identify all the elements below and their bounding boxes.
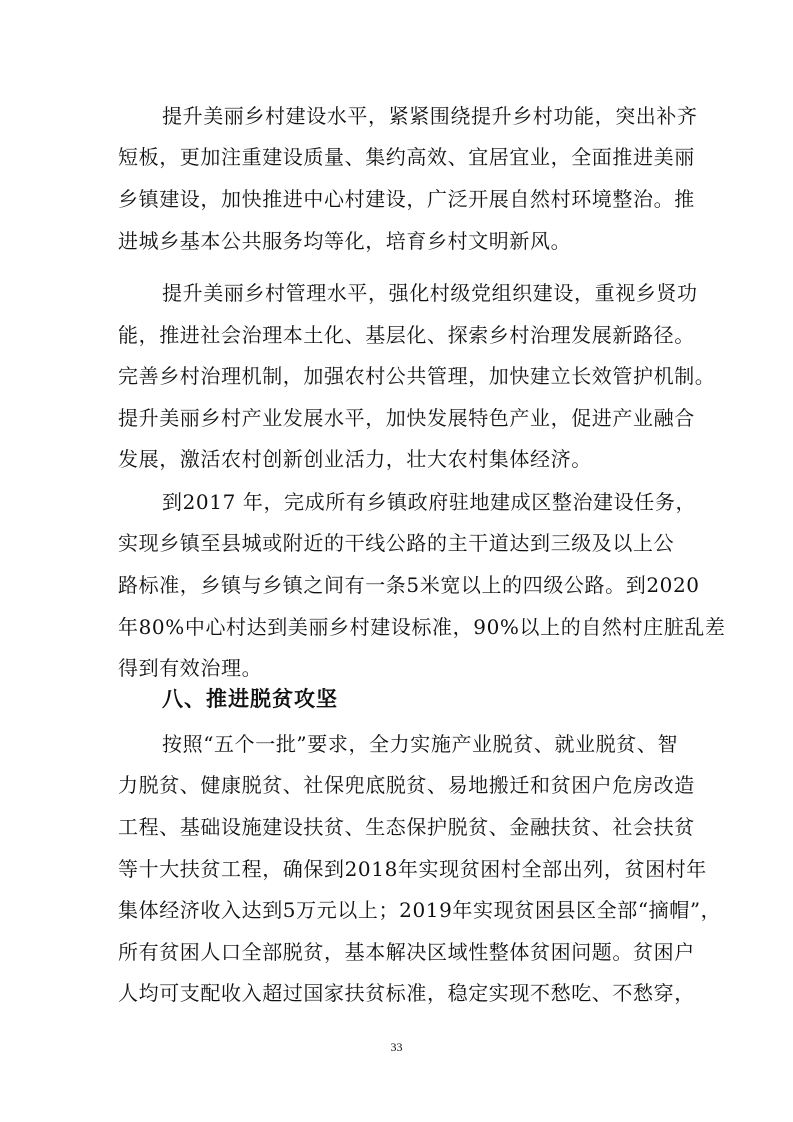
text-line: 集体经济收入达到5万元以上；2019年实现贫困县区全部“摘帽”， [118, 898, 722, 922]
text-line: 按照“五个一批”要求，全力实施产业脱贫、就业脱贫、智 [162, 732, 679, 756]
text-line: 实现乡镇至县城或附近的干线公路的主干道达到三级及以上公 [118, 531, 675, 555]
text-line: 到2017 年，完成所有乡镇政府驻地建成区整治建设任务， [162, 490, 697, 514]
text-line: 完善乡村治理机制，加强农村公共管理，加快建立长效管护机制。 [118, 364, 716, 388]
text-line: 等十大扶贫工程，确保到2018年实现贫困村全部出列，贫困村年 [118, 857, 707, 881]
text-line: 提升美丽乡村建设水平，紧紧围绕提升乡村功能，突出补齐 [162, 104, 698, 128]
page-number: 33 [390, 1040, 403, 1054]
text-line: 提升美丽乡村管理水平，强化村级党组织建设，重视乡贤功 [162, 281, 698, 305]
text-line: 能，推进社会治理本土化、基层化、探索乡村治理发展新路径。 [118, 323, 695, 347]
text-line: 所有贫困人口全部脱贫，基本解决区域性整体贫困问题。贫困户 [118, 940, 695, 964]
text-line: 提升美丽乡村产业发展水平，加快发展特色产业，促进产业融合 [118, 406, 695, 430]
text-line: 年80%中心村达到美丽乡村建设标准，90%以上的自然村庄脏乱差 [118, 615, 726, 639]
text-line: 人均可支配收入超过国家扶贫标准，稳定实现不愁吃、不愁穿， [118, 981, 695, 1005]
text-line: 进城乡基本公共服务均等化，培育乡村文明新风。 [118, 229, 572, 253]
text-line: 得到有效治理。 [118, 656, 263, 680]
text-line: 短板，更加注重建设质量、集约高效、宜居宜业，全面推进美丽 [118, 145, 695, 169]
text-line: 力脱贫、健康脱贫、社保兜底脱贫、易地搬迁和贫困户危房改造 [118, 773, 695, 797]
text-line: 工程、基础设施建设扶贫、生态保护脱贫、金融扶贫、社会扶贫 [118, 815, 695, 839]
section-heading: 八、推进脱贫攻坚 [162, 687, 338, 711]
text-line: 乡镇建设，加快推进中心村建设，广泛开展自然村环境整治。推 [118, 187, 695, 211]
text-line: 发展，激活农村创新创业活力，壮大农村集体经济。 [118, 447, 592, 471]
text-line: 路标准，乡镇与乡镇之间有一条5米宽以上的四级公路。到2020 [118, 573, 700, 597]
